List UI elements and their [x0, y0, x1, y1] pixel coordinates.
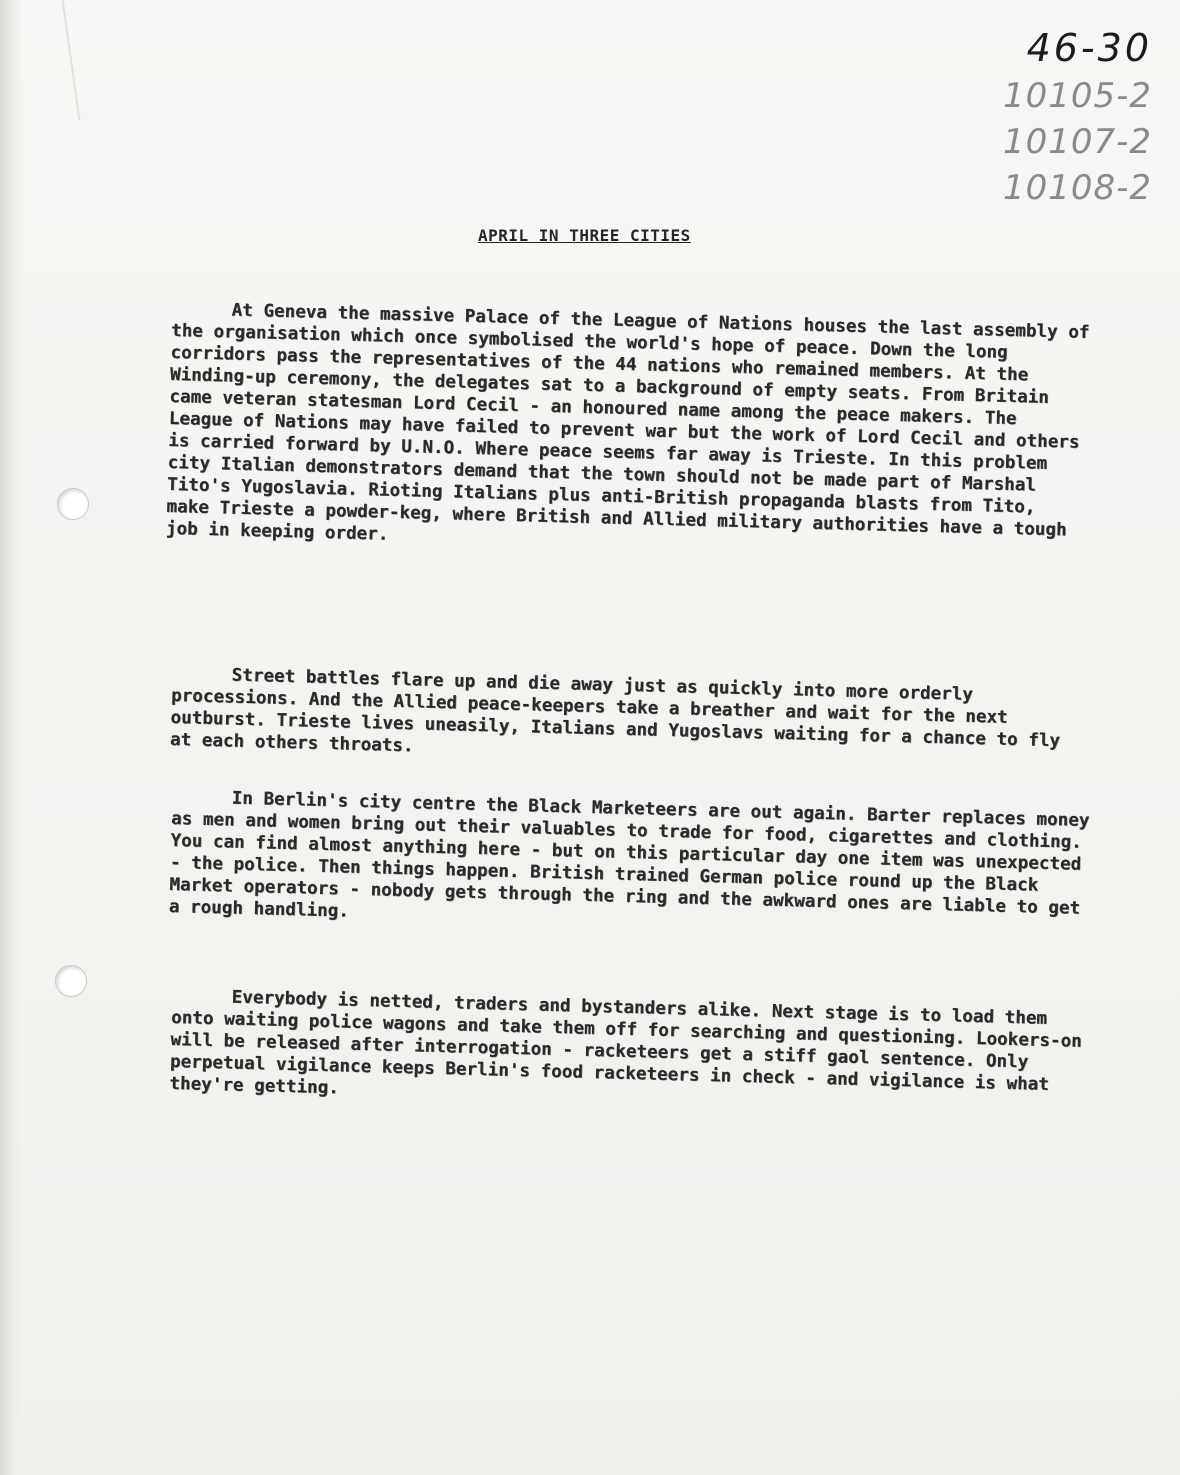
paragraph-geneva-trieste: [166, 298, 1092, 564]
paragraph-berlin-roundup: [169, 985, 1092, 1119]
punch-hole-lower: [55, 965, 87, 997]
paragraph-text: In Berlin's city centre the Black Marketeers are out again. Barter replaces money as men and women bring out their valuables to trade for food, cigarettes and clothing. You can find almost anything here - but on this particular day one item was unexpected - the police. Then things happen. British trained German police round up the Black Market operators - nobody gets through the ring and the awkward ones are liable to get a rough handling.: [168, 788, 1090, 922]
paragraph-text: Street battles flare up and die away just as quickly into more orderly processions. And the Allied peace-keepers take a breather and wait for the next outburst. Trieste lives uneasily, Italians and Yugoslavs waiting for a chance to fly at each others throats.: [169, 665, 1061, 757]
reference-numbers: [932, 26, 1152, 208]
document-title: APRIL IN THREE CITIES: [478, 226, 691, 245]
paragraph-trieste-streets: [170, 663, 1092, 775]
faint-reference-number-1: 10105-2: [1002, 76, 1152, 116]
faint-reference-number-3: 10108-2: [1002, 168, 1152, 208]
faint-reference-number-2: 10107-2: [1002, 122, 1152, 162]
paragraph-text: Everybody is netted, traders and bystanders alike. Next stage is to load them onto waiting police wagons and take them off for searching and questioning. Lookers-on will be released after interrogation - racketeers get a stiff gaol sentence. Only perpetual vigilance keeps Berlin's food racketeers in check - and vigilance is what they're getting.: [169, 987, 1083, 1099]
punch-hole-upper: [57, 488, 89, 520]
handwritten-reference-number: 46-30: [1026, 26, 1152, 70]
paragraph-berlin-black-market: [169, 786, 1092, 942]
page-edge-shadow: [0, 0, 22, 1475]
paragraph-text: At Geneva the massive Palace of the League of Nations houses the last assembly of the organisation which once symbolised the world's hope of peace. Down the long corridors pass the representatives of the 44 nations who remained members. At the Winding-up ceremony, the delegates sat to a background of empty seats. From Britain came veteran statesman Lord Cecil - an honoured name among the peace makers. The League of Nations may have failed to prevent war but the work of Lord Cecil and others is carried forward by U.N.O. Where peace seems far away is Trieste. In this problem city Italian demonstrators demand that the town should not be made part of Marshal Tito's Yugoslavia. Rioting Italians plus anti-British propaganda blasts from Tito, make Trieste a powder-keg, where British and Allied military authorities have a tough job in keeping order.: [165, 300, 1090, 545]
